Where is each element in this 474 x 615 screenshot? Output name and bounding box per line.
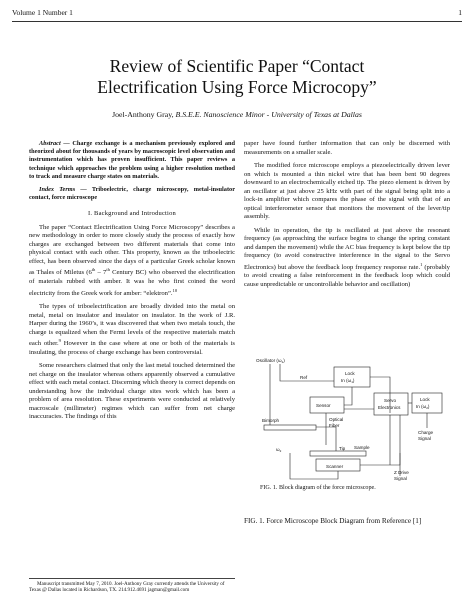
section-heading: I. Background and Introduction: [88, 210, 176, 218]
fig-sample: Sample: [354, 445, 370, 450]
servo-box: [374, 393, 408, 415]
fig-servo-2: Electronics: [378, 405, 401, 410]
paper-title: Review of Scientific Paper “Contact Electrification Using Force Microcopy”: [97, 56, 377, 97]
fig-charge-1: Charge: [418, 430, 434, 435]
fig-optical-2: Fiber: [329, 423, 340, 428]
fig-ref: Ref: [300, 375, 308, 380]
fig-sensor: Sensor: [316, 403, 331, 408]
fig-optical-1: Optical: [329, 417, 344, 422]
paragraph: The types of triboelectrification are broadly divided into the metal on metal, metal on insulator and insulator on insulator. In the work of J.R. Harper during the 1960’s, it was discovered that when two metals touch, the charge is equalized when the Fermi levels of the respective materials match each other.$^9$ However in the case where at one or both of the materials is insulating, the process of charge exchange has been controversial.: [29, 303, 235, 356]
fig-servo-1: Servo: [384, 398, 397, 403]
paragraph: The modified force microscope employs a piezoelectrically driven lever on which is mounted a thin nickel wire that has been bent 90 degrees downward to an electrochemically etched tip. The piezo element is driven by an oscillator at just above 25 kHz with part of the signal being split into a lock-in amplifier which compares the phase of the signal with that of an optical interferometer sensor that monitors the movement of the lever/tip assembly.: [244, 162, 450, 220]
paragraph: While in operation, the tip is oscillated at just above the resonant frequency (as approaching the surface begins to change the spring constant and dampen the movement) while the AC bias frequency is kept below the tip frequency (to avoid constructive interference in the signal to the Servo Electronics) but above the feedback loop frequency response rate.$^1$ (probably to avoid creating a false reinforcement in the feedback loop which could cause unpredictable or uncontrollable behavior and oscillation): [244, 226, 450, 288]
fig-scanner: Scanner: [326, 464, 344, 469]
paragraph: paper have found further information that can only be discerned with measurements on a smaller scale.: [244, 140, 450, 156]
abstract: Abstract — Charge exchange is a mechanism previously explored and theorized about for thousands of years by macroscopic level observation and instrumentation which has proven insufficient. This paper reviews a technique which approaches the problem using a higher resolution method to track and measure charge states on materials.: [29, 140, 235, 180]
page-number: 1: [458, 8, 462, 17]
right-column: [244, 140, 450, 294]
fig-bimorph: Bimorph: [262, 418, 280, 423]
author-name: Joel-Anthony Gray,: [112, 110, 176, 119]
paragraph: The paper “Contact Electrification Using Force Microscopy” describes a new methodology in order to more closely study the process of exactly how charges are exchanged between two different materials that come into physical contact with each other. This property, known as the triboelectric effect, has been observed since the days of a particular Greek scholar known as Thales of Miletus (6th – 7th Century BC) who observed the electrification of materials rubbed with amber. It was he who first coined the word electricity from the Greek work for amber: “elektron”.$^{10}$: [29, 223, 235, 297]
lockin-right-box: [412, 393, 442, 413]
fig-lockin-right-freq: In $(\omega_2)$: [416, 404, 430, 410]
figure-caption-outer: FIG. 1. Force Microscope Block Diagram from Reference [1]: [244, 517, 422, 525]
fig-charge-2: Signal: [418, 436, 431, 441]
footnote: Manuscript transmitted May 7, 2010. Joel-Anthony Gray currently attends the University of Texas @ Dallas located in Richardson, TX. 214.912.4691 jagman@gmail.com: [29, 578, 235, 594]
fig-zdrive-1: Z Drive: [394, 470, 409, 475]
figure-caption-inner: FIG. 1. Block diagram of the force microscope.: [260, 485, 376, 491]
fig-lockin-top: Lock: [345, 371, 355, 376]
author-line: Joel-Anthony Gray, B.S.E.E. Nanoscience Minor - University of Texas at Dallas: [112, 110, 362, 119]
lockin-top-box: [334, 367, 370, 387]
bimorph-box: [264, 425, 316, 430]
fig-tip: Tip: [339, 446, 346, 451]
volume-label: Volume 1 Number 1: [12, 8, 73, 17]
paragraph: Some researchers claimed that only the last metal touched determined the net charge on the insulator whereas others apparently observed a cumulative effect with each metal contact. Discerning which theory is correct depends on understanding how the individual charge sites work which has been a problem of area resolution. These experiments were conducted at relatively macroscale (millimeter) regimes which can suffer from net charge inaccuracies. The findings of this: [29, 362, 235, 421]
left-column: [29, 140, 235, 427]
index-terms: Index Terms — Triboelectric, charge microscopy, metal-insulator contact, force microscope: [29, 186, 235, 202]
author-degree: B.S.E.E. Nanoscience Minor: [175, 110, 265, 119]
fig-omega2: $\omega_2$: [276, 447, 282, 453]
fig-zdrive-2: Signal: [394, 476, 407, 481]
fig-lockin-right: Lock: [420, 397, 430, 402]
header-rule: [12, 21, 462, 22]
block-diagram: [250, 353, 446, 483]
sample-box: [310, 451, 366, 456]
fig-oscillator: Oscillator $(\omega_1)$: [256, 358, 285, 364]
fig-lockin-top-freq: In $(\omega_1)$: [341, 378, 355, 384]
running-header: [12, 8, 462, 20]
author-affiliation: University of Texas at Dallas: [271, 110, 362, 119]
